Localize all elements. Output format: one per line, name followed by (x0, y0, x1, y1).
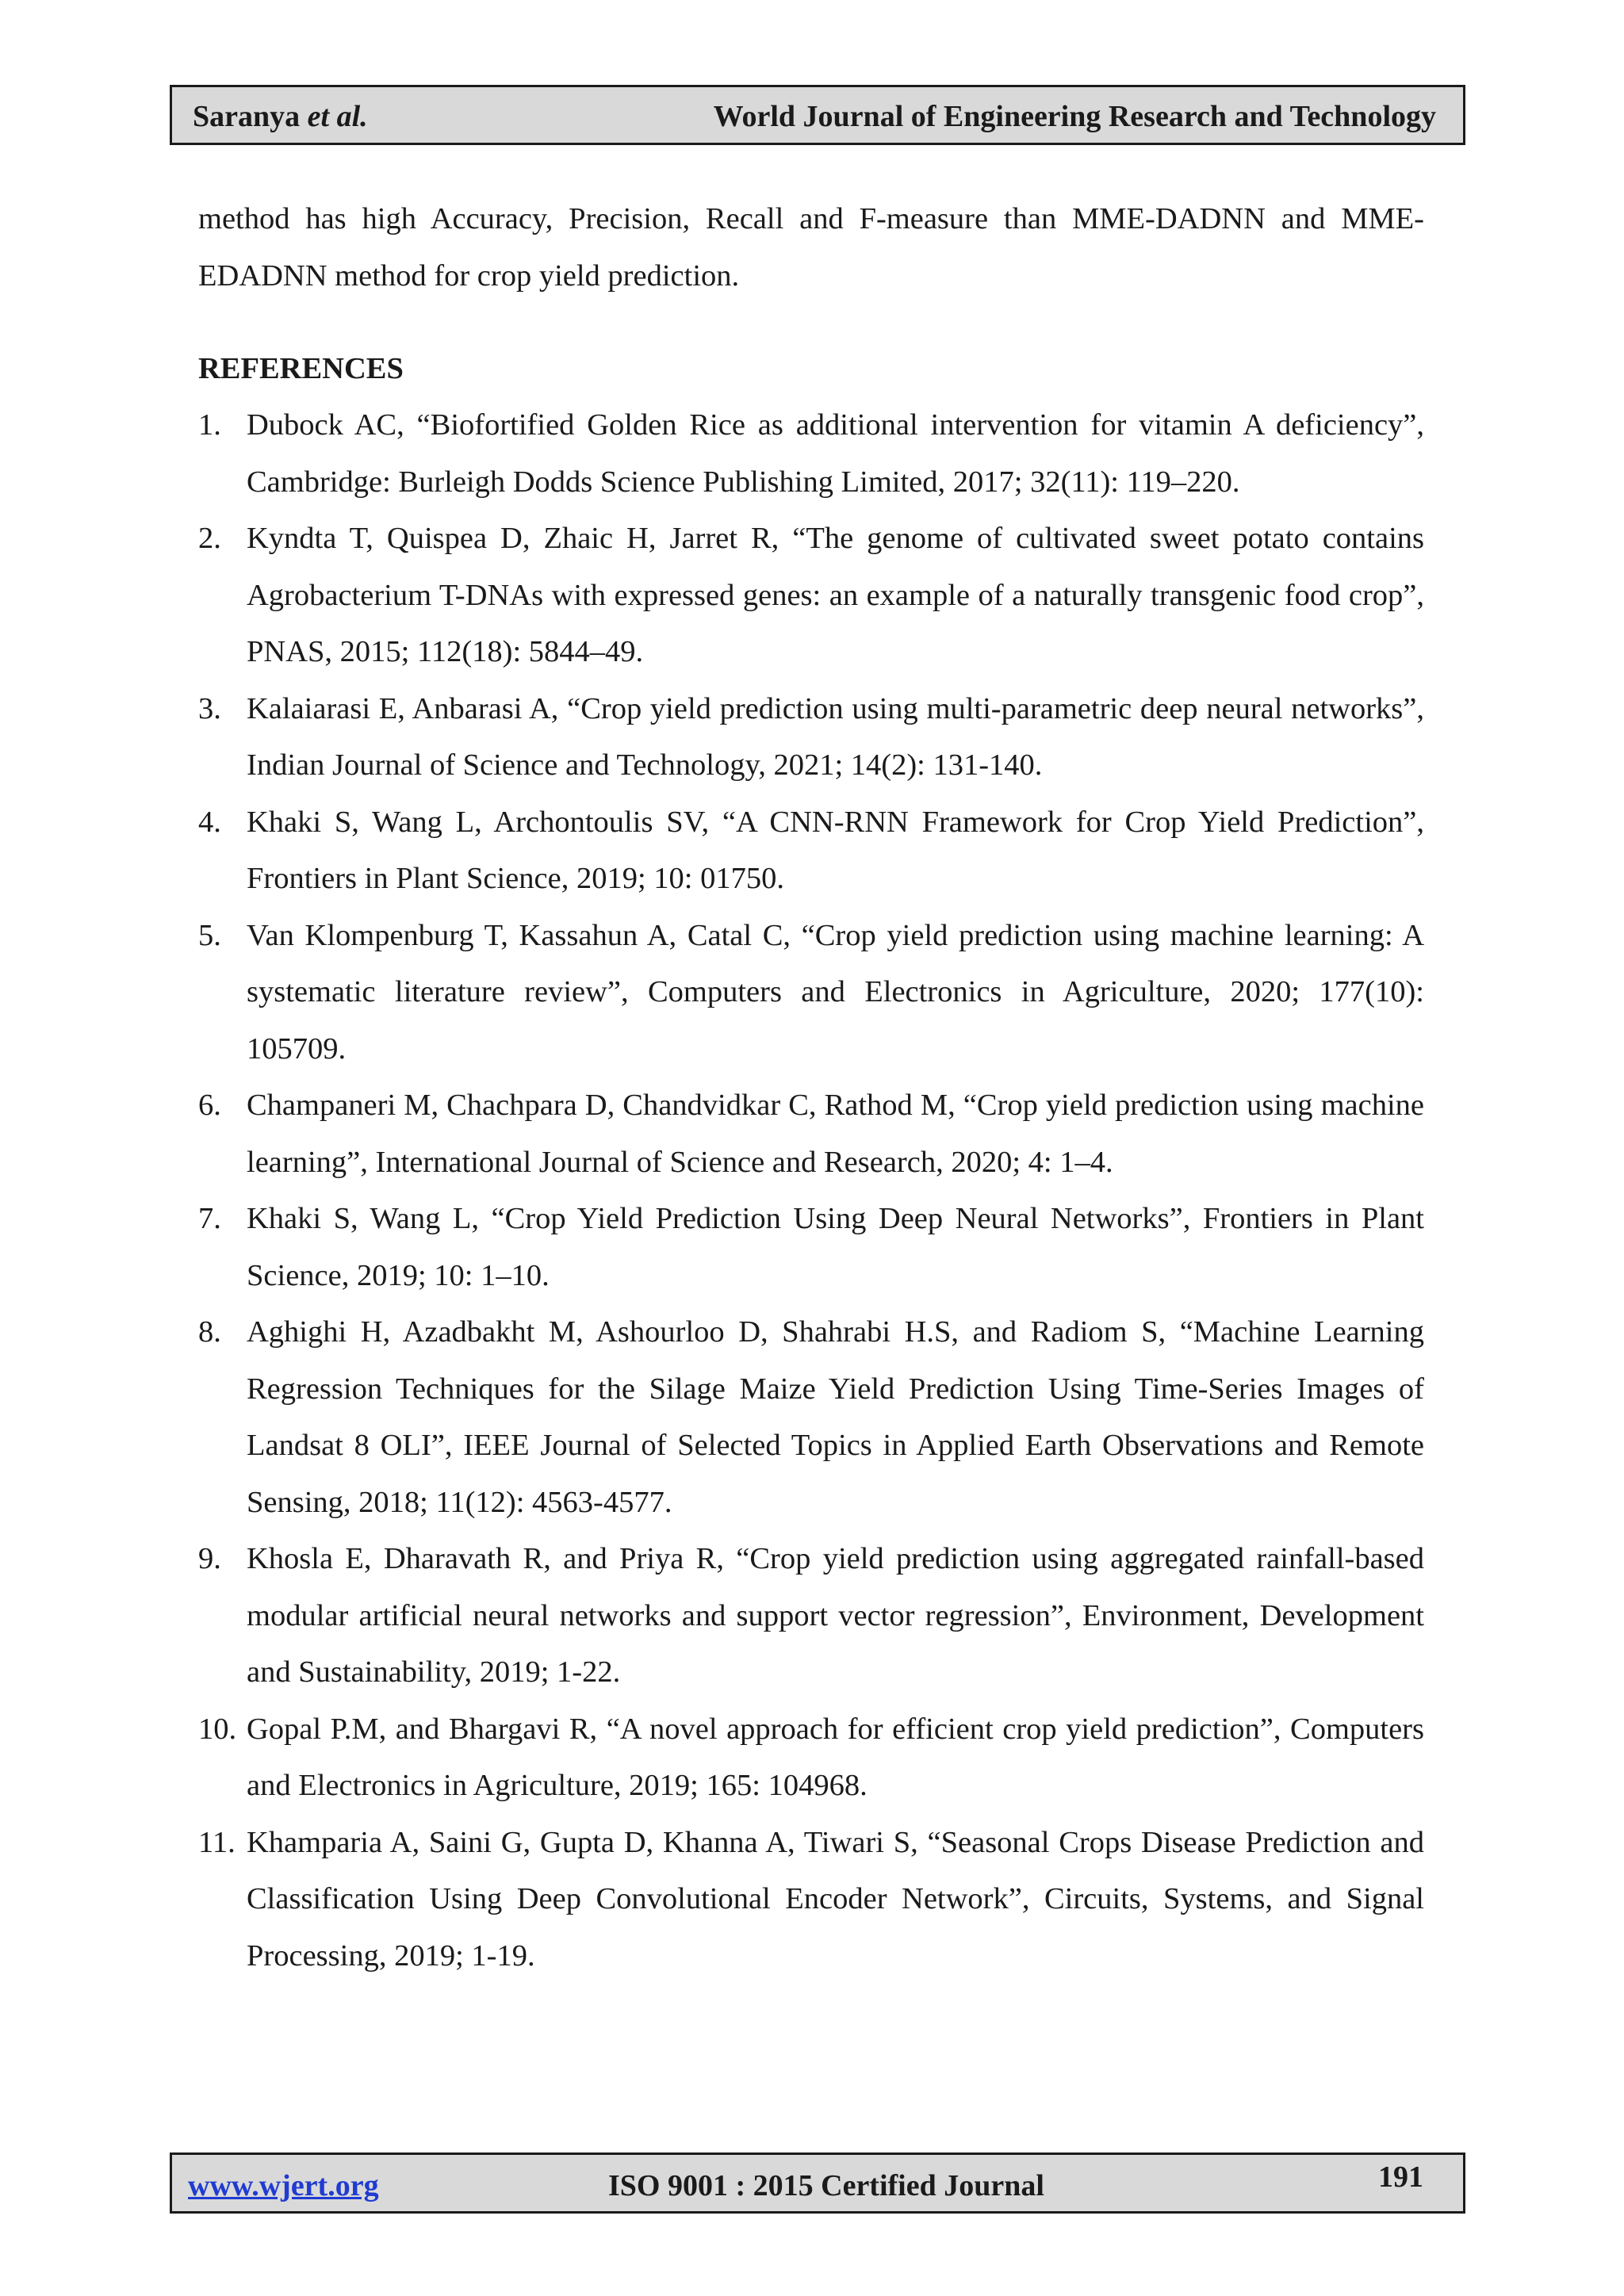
reference-text: Kalaiarasi E, Anbarasi A, “Crop yield prediction using multi-parametric deep neural networks”, Indian Journal of Science and Technology, 2021; 14(2): 131-140. (247, 691, 1424, 782)
reference-item (198, 511, 1424, 681)
header-journal-title: World Journal of Engineering Research and Technology (713, 100, 1436, 133)
reference-number: 2. (198, 522, 221, 555)
references-list (198, 397, 1424, 1984)
reference-item (198, 397, 1424, 511)
reference-number: 9. (198, 1542, 221, 1575)
reference-number: 6. (198, 1089, 221, 1122)
reference-item (198, 681, 1424, 794)
reference-number: 5. (198, 918, 221, 952)
reference-text: Kyndta T, Quispea D, Zhaic H, Jarret R, “The genome of cultivated sweet potato contains Agrobacterium T-DNAs with expressed genes: an example of a naturally transgenic food crop”, PNAS, 2015; 112(18): 5844–49. (247, 522, 1424, 668)
reference-number: 1. (198, 408, 221, 442)
reference-number: 10. (198, 1712, 237, 1746)
page-body (198, 190, 1424, 1984)
reference-number: 3. (198, 691, 221, 725)
reference-item (198, 1077, 1424, 1191)
reference-text: Khaki S, Wang L, Archontoulis SV, “A CNN-RNN Framework for Crop Yield Prediction”, Frontiers in Plant Science, 2019; 10: 01750. (247, 805, 1424, 895)
reference-text: Khaki S, Wang L, “Crop Yield Prediction Using Deep Neural Networks”, Frontiers in Plant Science, 2019; 10: 1–10. (247, 1202, 1424, 1292)
reference-number: 7. (198, 1202, 221, 1235)
reference-number: 4. (198, 805, 221, 839)
reference-item (198, 1701, 1424, 1815)
reference-item (198, 1815, 1424, 1985)
intro-paragraph: method has high Accuracy, Precision, Recall and F-measure than MME-DADNN and MME-EDADNN method for crop yield prediction. (198, 202, 1424, 293)
running-footer (170, 2152, 1465, 2214)
reference-item (198, 1531, 1424, 1701)
header-author: Saranya et al. (193, 100, 368, 133)
reference-number: 11. (198, 1825, 236, 1859)
reference-item (198, 1304, 1424, 1531)
reference-text: Dubock AC, “Biofortified Golden Rice as additional intervention for vitamin A deficiency”, Cambridge: Burleigh Dodds Science Publishing Limited, 2017; 32(11): 119–220. (247, 408, 1424, 499)
reference-item (198, 908, 1424, 1078)
reference-text: Khamparia A, Saini G, Gupta D, Khanna A, Tiwari S, “Seasonal Crops Disease Prediction and Classification Using Deep Convolutional Encoder Network”, Circuits, Systems, and Signal Processing, 2019; 1-19. (247, 1825, 1424, 1973)
reference-text: Champaneri M, Chachpara D, Chandvidkar C, Rathod M, “Crop yield prediction using machine learning”, International Journal of Science and Research, 2020; 4: 1–4. (247, 1089, 1424, 1179)
reference-text: Gopal P.M, and Bhargavi R, “A novel approach for efficient crop yield prediction”, Computers and Electronics in Agriculture, 2019; 165: 104968. (247, 1712, 1424, 1802)
footer-iso-certification: ISO 9001 : 2015 Certified Journal (608, 2169, 1044, 2202)
header-author-suffix: et al. (307, 100, 368, 133)
running-header (170, 85, 1465, 145)
reference-number: 8. (198, 1315, 221, 1349)
reference-item (198, 1191, 1424, 1304)
reference-item (198, 794, 1424, 908)
page-number: 191 (1378, 2160, 1423, 2194)
reference-text: Van Klompenburg T, Kassahun A, Catal C, “Crop yield prediction using machine learning: A systematic literature review”, Computers and Electronics in Agriculture, 2020; 177(10): 105709. (247, 918, 1424, 1066)
footer-website-link[interactable]: www.wjert.org (188, 2169, 379, 2202)
references-heading: REFERENCES (198, 352, 404, 385)
reference-text: Khosla E, Dharavath R, and Priya R, “Crop yield prediction using aggregated rainfall-based modular artificial neural networks and support vector regression”, Environment, Development and Sustainability, 2019; 1-22. (247, 1542, 1424, 1689)
reference-text: Aghighi H, Azadbakht M, Ashourloo D, Shahrabi H.S, and Radiom S, “Machine Learning Regression Techniques for the Silage Maize Yield Prediction Using Time-Series Images of Landsat 8 OLI”, IEEE Journal of Selected Topics in Applied Earth Observations and Remote Sensing, 2018; 11(12): 4563-4577. (247, 1315, 1424, 1519)
